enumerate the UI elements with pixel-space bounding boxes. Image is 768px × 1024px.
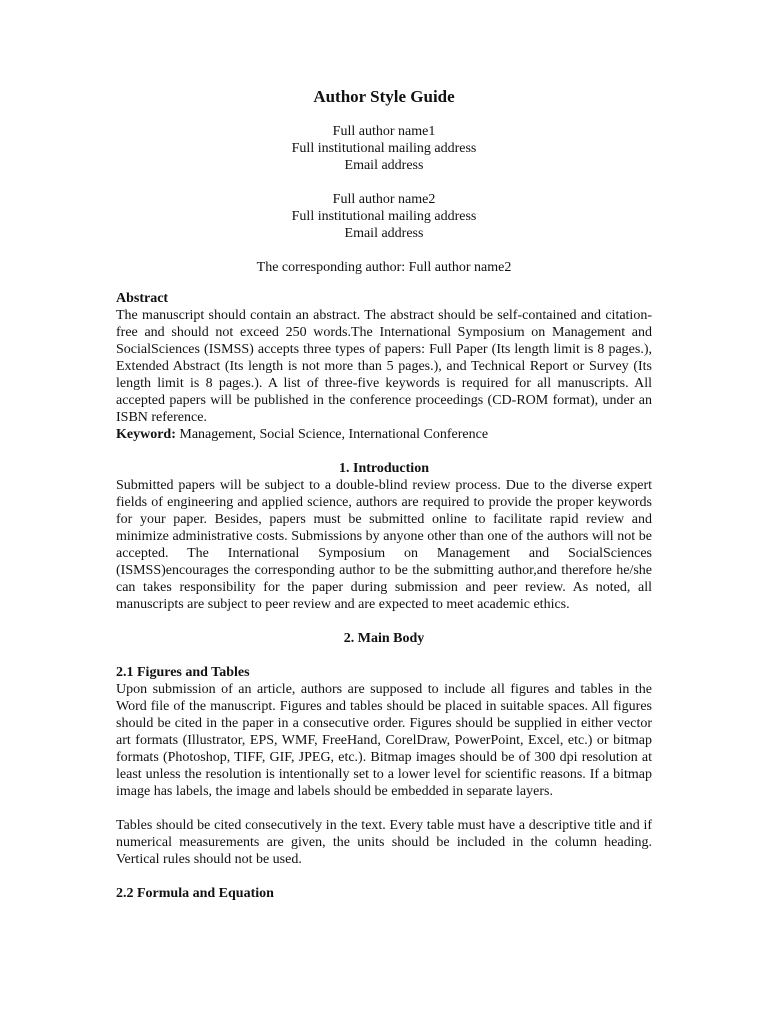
author-block-1 [0,123,768,174]
author-address: Full institutional mailing address [291,209,477,224]
abstract-text: The manuscript should contain an abstract. The abstract should be self-contained and citation-free and should not exceed 250 words.The International Symposium on Management and SocialSciences (ISMSS) accepts three types of papers: Full Paper (Its length limit is 8 pages.), Extended Abstract (Its length is not more than 5 pages.), and Technical Report or Survey (Its length limit is 8 pages.). A list of three-five keywords is required for all manuscripts. All accepted papers will be published in the conference proceedings (CD-ROM format), under an ISBN reference. [116,308,652,425]
keywords-text: Management, Social Science, International Conference [179,427,489,442]
author-email: Email address [344,158,424,173]
document-body [116,290,652,902]
author-name: Full author name2 [332,192,436,207]
author-list [0,123,768,276]
formula-equation-heading: 2.2 Formula and Equation [116,886,274,901]
author-email: Email address [344,226,424,241]
figures-tables-heading: 2.1 Figures and Tables [116,665,250,680]
corresponding-author: The corresponding author: Full author name2 [256,260,512,275]
figures-text: Upon submission of an article, authors are supposed to include all figures and tables in the Word file of the manuscript. Figures and tables should be placed in suitable spaces. All figures should be cited in the paper in a consecutive order. Figures should be supplied in either vector art formats (Illustrator, EPS, WMF, FreeHand, CorelDraw, PowerPoint, Excel, etc.) or bitmap formats (Photoshop, TIFF, GIF, JPEG, etc.). Bitmap images should be of 300 dpi resolution at least unless the resolution is intentionally set to a lower level for scientific reasons. If a bitmap image has labels, the image and labels should be embedded in separate layers. [116,682,652,799]
author-block-2 [0,191,768,242]
keywords-line [116,426,652,443]
author-name: Full author name1 [332,124,436,139]
introduction-text: Submitted papers will be subject to a double-blind review process. Due to the diverse expert fields of engineering and applied science, authors are required to provide the proper keywords for your paper. Besides, papers must be submitted online to facilitate rapid review and minimize administrative costs. Submissions by anyone other than one of the authors will not be accepted. The International Symposium on Management and SocialSciences (ISMSS)encourages the corresponding author to be the submitting author,and therefore he/she can takes responsibility for the paper during submission and peer review. As noted, all manuscripts are subject to peer review and are expected to meet academic ethics. [116,478,652,612]
author-address: Full institutional mailing address [291,141,477,156]
keywords-label: Keyword: [116,427,176,442]
main-body-heading: 2. Main Body [343,631,425,646]
document-title: Author Style Guide [313,87,455,106]
introduction-heading: 1. Introduction [339,461,429,476]
abstract-heading: Abstract [116,291,169,306]
tables-text: Tables should be cited consecutively in the text. Every table must have a descriptive title and if numerical measurements are given, the units should be included in the column heading. Vertical rules should not be used. [116,818,652,867]
